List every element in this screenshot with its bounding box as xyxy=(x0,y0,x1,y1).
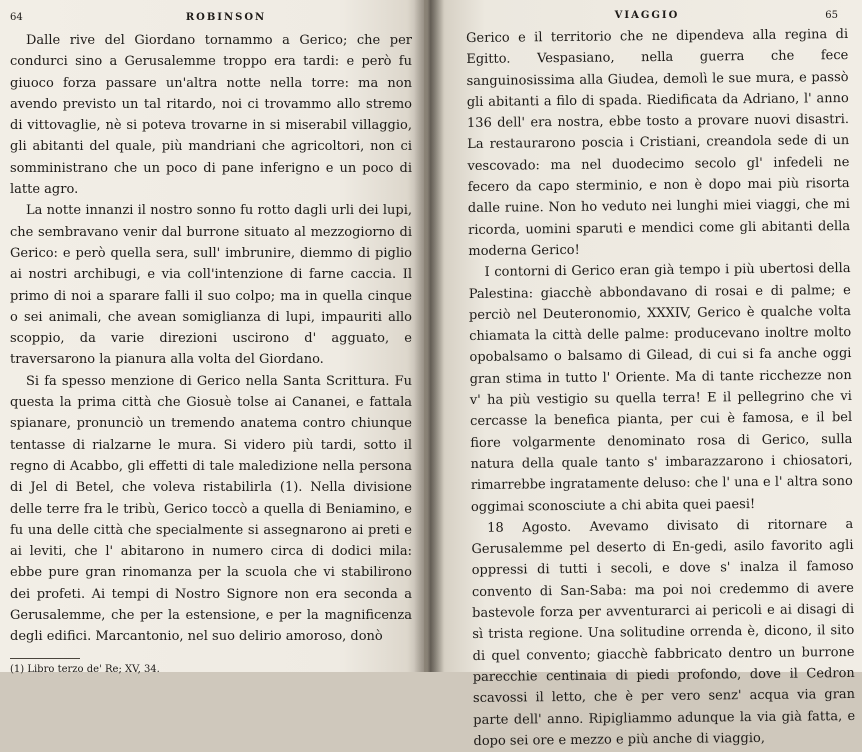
right-paragraph-3: 18 Agosto. Avevamo divisato di ritornare a Gerusalemme pel deserto di En-gedi, asilo favorito agli oppressi di tutti i secoli, e dove s' inalza il famoso convento di San-Saba: ma poi noi credemmo di avere bastevole forza per avventurarci ai pericoli e ai disagi di sì trista regione. Una solitudine orrenda è, dicono, il sito di quel convento; giacchè fabbricato dentro un burrone parecchie centinaia di piedi profondo, dove il Cedron scavossi il letto, che è per vero senz' acqua via gran parte dell' anno. Ripigliammo adunque la via già fatta, e dopo sei ore e mezzo e più anche di viaggio, xyxy=(471,516,856,749)
left-running-title: ROBINSON xyxy=(185,12,267,23)
left-page-number: 64 xyxy=(10,12,23,23)
left-paragraph-2: La notte innanzi il nostro sonno fu rotto dagli urli dei lupi, che sembravano venir dal burrone situato al mezzogiorno di Gerico: e però quella sera, sull' imbrunire, diemmo di piglio ai nostri archibugi, e via coll'intenzione di farne caccia. Il primo di noi a sparare falli il suo colpo; ma in quella cinque o sei animali, che avean somiglianza di lupi, impauriti allo scoppio, da varie direzioni uscirono d' agguato, e traversarono la pianura alla volta del Giordano. xyxy=(10,203,412,368)
footnote-rule xyxy=(10,658,80,659)
right-running-head xyxy=(466,8,848,24)
right-body-text xyxy=(466,24,856,752)
left-page xyxy=(0,0,424,675)
left-paragraph-1: Dalle rive del Giordano tornammo a Gerico; che per condurci sino a Gerusalemme troppo era tardi: e però fu giuoco forza passare un'altra notte nella torre: ma non avendo previsto un tal ritardo, noi ci trovammo allo stremo di vittovaglie, nè si poteva trovarne in si miserabil villaggio, gli abitanti del quale, più mandriani che agricoltori, non ci somministrano che un poco di pane inferigno e un poco di latte agro. xyxy=(10,33,412,198)
left-paragraph-3: Si fa spesso menzione di Gerico nella Santa Scrittura. Fu questa la prima città che Giosuè tolse ai Cananei, e fattala spianare, pronunciò un tremendo anatema contro chiunque tentasse di rialzarne le mura. Si videro più tardi, sotto il regno di Acabbo, gli effetti di tale maledizione nella persona di Jel di Betel, che voleva ristabilirla (1). Nella divisione delle terre fra le tribù, Gerico toccò a quella di Beniamino, e fu una delle città che specialmente si assegnarono ai preti e ai leviti, che l' abitarono in numero circa di dodici mila: ebbe pure gran rinomanza per la scuola che vi stabilirono dei profeti. Ai tempi di Nostro Signore non era seconda a Gerusalemme, che per la estensione, e per la magnificenza degli edifici. Marcantonio, nel suo delirio amoroso, donò xyxy=(10,373,412,645)
right-paragraph-1: Gerico e il territorio che ne dipendeva alla regina di Egitto. Vespasiano, nella guerra che fece sanguinosissima alla Giudea, demolì le sue mura, e passò gli abitanti a filo di spada. Riedificata da Adriano, l' anno 136 dell' era nostra, ebbe tosto a provare nuovi disastri. La restaurarono poscia i Cristiani, creandola sede di un vescovado: ma nel duodecimo secolo gl' infedeli ne fecero da capo sterminio, e non è dopo mai più risorta dalle ruine. Non ho veduto nei lunghi miei viaggi, che mi ricorda, uomini sparuti e mendici come gli abitanti della moderna Gerico! xyxy=(466,26,851,259)
right-page xyxy=(424,0,862,749)
left-running-head xyxy=(10,10,412,26)
right-running-title: VIAGGIO xyxy=(614,10,680,21)
left-footnote: (1) Libro terzo de' Re; XV, 34. xyxy=(10,663,160,675)
left-body-text xyxy=(10,30,412,648)
right-page-number: 65 xyxy=(825,10,838,21)
right-paragraph-2: I contorni di Gerico eran già tempo i più ubertosi della Palestina: giacchè abbondavano di rosai e di palme; e perciò nel Deuteronomio, XXXIV, Gerico è qualche volta chiamata la città delle palme: producevano inoltre molto opobalsamo o balsamo di Gilead, di cui si fa anche oggi gran stima in tutto l' Oriente. Ma di tante ricchezze non v' ha più vestigio su quella terra! E il pellegrino che vi cercasse la benefica pianta, per cui è famosa, e il bel fiore volgarmente denominato rosa di Gerico, sulla natura della quale tanto s' imbarazzarono i chiosatori, rimarrebbe ingratamente deluso: che l' una e l' altra sono oggimai sconosciute a chi abita quei paesi! xyxy=(468,261,853,515)
